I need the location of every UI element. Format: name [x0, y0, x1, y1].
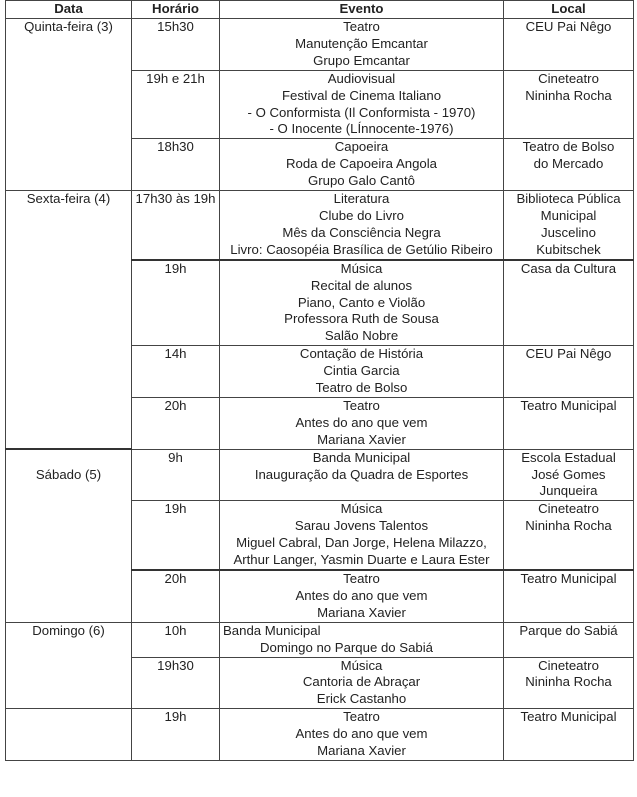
time-cell: 19h: [132, 709, 220, 761]
header-date: Data: [6, 1, 132, 19]
header-place: Local: [504, 1, 634, 19]
place-line: CEU Pai Nêgo: [525, 346, 612, 362]
place-line: Municipal: [540, 207, 597, 223]
place-line: Nininha Rocha: [525, 87, 612, 103]
event-line: Professora Ruth de Sousa: [284, 311, 439, 327]
time-cell: 20h: [132, 570, 220, 622]
event-line: Teatro: [343, 19, 380, 34]
event-line: Sarau Jovens Talentos: [294, 518, 429, 534]
table-row: [6, 191, 634, 260]
place-line: José Gomes: [531, 466, 606, 482]
event-line: Contação de História: [299, 346, 424, 362]
time-cell: 15h30: [132, 19, 220, 71]
event-cell: [220, 191, 504, 260]
place-line: CEU Pai Nêgo: [525, 19, 612, 34]
place-line: Nininha Rocha: [525, 674, 612, 690]
day-cell-sunday: Domingo (6): [6, 622, 132, 709]
place-cell: [504, 139, 634, 191]
event-line: Recital de alunos: [310, 277, 413, 293]
place-line: Kubitschek: [536, 241, 601, 257]
event-line: Teatro: [343, 571, 380, 586]
place-cell: [504, 449, 634, 501]
schedule-table: [5, 0, 634, 761]
event-cell: [220, 397, 504, 449]
table-row: [6, 709, 634, 761]
event-cell: [220, 260, 504, 346]
event-line: Erick Castanho: [316, 691, 407, 707]
event-line: Domingo no Parque do Sabiá: [260, 639, 434, 655]
event-line: Roda de Capoeira Angola: [285, 156, 438, 172]
event-cell: [220, 709, 504, 761]
place-line: Teatro Municipal: [520, 571, 617, 586]
event-line: Inauguração da Quadra de Esportes: [254, 466, 469, 482]
event-cell: [220, 501, 504, 570]
time-cell: 18h30: [132, 139, 220, 191]
event-line: Clube do Livro: [318, 207, 405, 223]
place-line: Parque do Sabiá: [519, 622, 618, 638]
table-row: [6, 449, 634, 501]
event-line: Audiovisual: [327, 70, 396, 86]
place-cell: [504, 397, 634, 449]
event-line: Banda Municipal: [312, 449, 411, 465]
place-line: Biblioteca Pública: [516, 191, 621, 207]
event-line: Manutenção Emcantar: [295, 35, 428, 51]
place-line: Juscelino: [541, 224, 596, 240]
event-cell: [220, 570, 504, 622]
header-row: [6, 1, 634, 19]
event-line: Festival de Cinema Italiano: [281, 87, 442, 103]
event-line: - O Conformista (Il Conformista - 1970): [247, 104, 476, 120]
event-line: Antes do ano que vem: [295, 414, 428, 430]
event-line: Teatro de Bolso: [315, 380, 408, 396]
event-line: Antes do ano que vem: [295, 587, 428, 603]
day-cell-empty: [6, 709, 132, 761]
table-row: [6, 19, 634, 71]
place-line: do Mercado: [533, 156, 604, 172]
event-line: Mariana Xavier: [317, 743, 406, 759]
event-line: Salão Nobre: [324, 328, 399, 344]
event-cell: [220, 139, 504, 191]
place-cell: [504, 19, 634, 71]
event-line: Miguel Cabral, Dan Jorge, Helena Milazzo, Arthur Langer, Yasmin Duarte e Laura Ester: [233, 535, 490, 568]
place-cell: [504, 260, 634, 346]
time-cell: 19h: [132, 260, 220, 346]
event-cell: [220, 449, 504, 501]
time-cell: 19h e 21h: [132, 70, 220, 139]
day-cell-saturday: Sábado (5): [6, 449, 132, 622]
place-line: Nininha Rocha: [525, 518, 612, 534]
place-cell: [504, 709, 634, 761]
time-cell: 19h30: [132, 657, 220, 709]
place-cell: [504, 346, 634, 398]
event-line: - O Inocente (LÍnnocente-1976): [269, 121, 454, 137]
header-event: Evento: [220, 1, 504, 19]
event-line: Música: [340, 657, 383, 673]
place-cell: [504, 657, 634, 709]
time-cell: 10h: [132, 622, 220, 657]
event-line: Livro: Caosopéia Brasílica de Getúlio Ribeiro: [230, 241, 493, 257]
event-line: Cintia Garcia: [323, 363, 400, 379]
place-line: Junqueira: [539, 483, 598, 499]
place-line: Teatro de Bolso: [522, 139, 615, 155]
time-cell: 17h30 às 19h: [132, 191, 220, 260]
event-line: Banda Municipal: [223, 622, 321, 638]
event-line: Antes do ano que vem: [295, 726, 428, 742]
schedule-body: [6, 19, 634, 761]
event-cell: [220, 346, 504, 398]
place-line: Casa da Cultura: [520, 260, 617, 276]
event-line: Mês da Consciência Negra: [282, 224, 441, 240]
event-line: Mariana Xavier: [317, 431, 406, 447]
place-cell: [504, 501, 634, 570]
place-line: Teatro Municipal: [520, 709, 617, 725]
event-line: Música: [340, 260, 383, 276]
event-cell: [220, 622, 504, 657]
time-cell: 9h: [132, 449, 220, 501]
event-line: Mariana Xavier: [317, 604, 406, 620]
place-cell: [504, 70, 634, 139]
table-row: [6, 622, 634, 657]
time-cell: 20h: [132, 397, 220, 449]
event-line: Teatro: [343, 397, 380, 413]
event-line: Música: [340, 501, 383, 517]
place-cell: [504, 622, 634, 657]
event-line: Cantoria de Abraçar: [302, 674, 421, 690]
day-cell-friday: Sexta-feira (4): [6, 191, 132, 450]
place-line: Teatro Municipal: [520, 397, 617, 413]
place-line: Cineteatro: [538, 70, 599, 86]
place-cell: [504, 570, 634, 622]
place-line: Cineteatro: [538, 501, 599, 517]
place-line: Escola Estadual: [521, 449, 616, 465]
event-cell: [220, 19, 504, 71]
event-line: Capoeira: [334, 139, 389, 155]
event-line: Piano, Canto e Violão: [297, 294, 426, 310]
event-line: Literatura: [333, 191, 390, 207]
event-cell: [220, 70, 504, 139]
place-line: Cineteatro: [538, 657, 599, 673]
event-line: Grupo Galo Cantô: [307, 173, 416, 189]
time-cell: 14h: [132, 346, 220, 398]
event-cell: [220, 657, 504, 709]
event-line: Teatro: [343, 709, 380, 725]
time-cell: 19h: [132, 501, 220, 570]
header-time: Horário: [132, 1, 220, 19]
day-cell-thursday: Quinta-feira (3): [6, 19, 132, 191]
event-line: Grupo Emcantar: [313, 52, 410, 68]
place-cell: [504, 191, 634, 260]
